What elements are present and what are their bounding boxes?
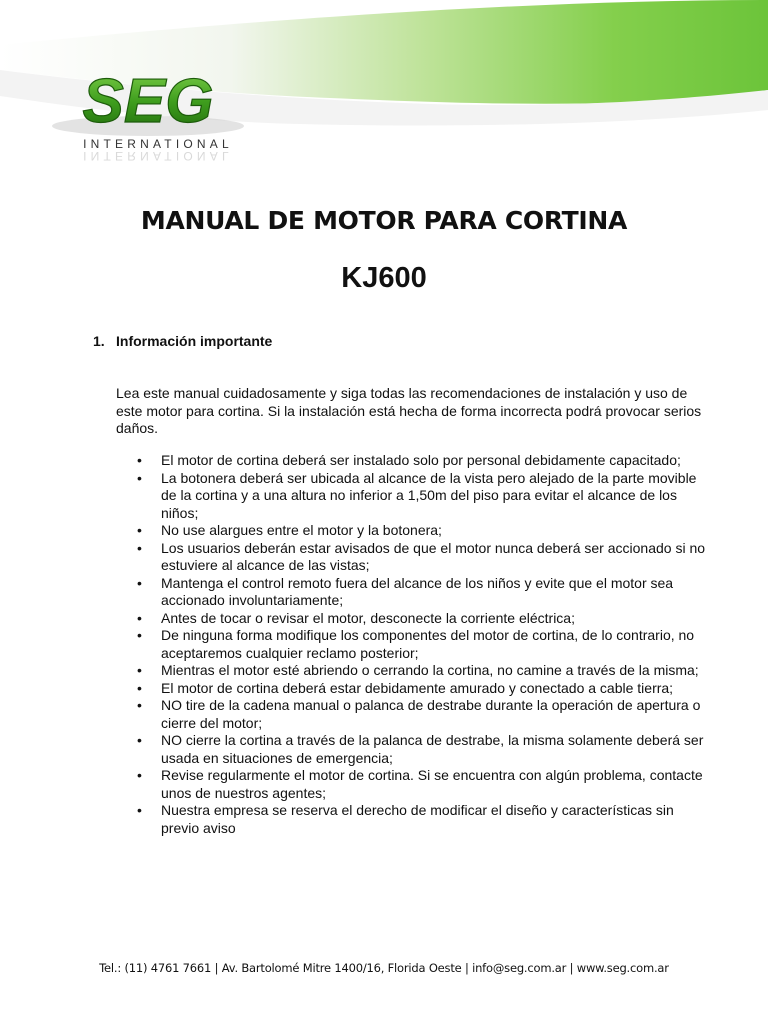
safety-bullet-list — [116, 452, 714, 837]
section-number: 1. — [93, 333, 105, 349]
bullet-item: • La botonera deberá ser ubicada al alcance de la vista pero alejado de la parte movible de la cortina y a una altura no inferior a 1,50m del piso para evitar el alcance de los niños; — [116, 470, 714, 523]
bullet-item: • NO tire de la cadena manual o palanca de destrabe durante la operación de apertura o cierre del motor; — [116, 697, 714, 732]
bullet-item: • Mantenga el control remoto fuera del alcance de los niños y evite que el motor sea accionado involuntariamente; — [116, 575, 714, 610]
bullet-item: • El motor de cortina deberá estar debidamente amurado y conectado a cable tierra; — [116, 680, 714, 698]
bullet-item: • No use alargues entre el motor y la botonera; — [116, 522, 714, 540]
document-title: MANUAL DE MOTOR PARA CORTINA — [140, 206, 628, 235]
bullet-item: • NO cierre la cortina a través de la palanca de destrabe, la misma solamente deberá ser usada en situaciones de emergencia; — [116, 732, 714, 767]
bullet-item: • Revise regularmente el motor de cortina. Si se encuentra con algún problema, contacte unos de nuestros agentes; — [116, 767, 714, 802]
logo-tagline-text: INTERNATIONAL — [83, 137, 233, 151]
section-heading — [93, 333, 272, 349]
seg-international-logo — [48, 66, 248, 176]
bullet-item: • De ninguna forma modifique los componentes del motor de cortina, de lo contrario, no aceptaremos cualquier reclamo posterior; — [116, 627, 714, 662]
bullet-item: • Nuestra empresa se reserva el derecho de modificar el diseño y características sin previo aviso — [116, 802, 714, 837]
section-title: Información importante — [116, 333, 273, 349]
footer-contact: Tel.: (11) 4761 7661 | Av. Bartolomé Mitre 1400/16, Florida Oeste | info@seg.com.ar | www.seg.com.ar — [99, 961, 669, 975]
model-number: KJ600 — [341, 262, 427, 294]
logo-tagline-reflection: INTERNATIONAL — [83, 149, 233, 163]
bullet-item: • El motor de cortina deberá ser instalado solo por personal debidamente capacitado; — [116, 452, 714, 470]
bullet-item: • Mientras el motor esté abriendo o cerrando la cortina, no camine a través de la misma; — [116, 662, 714, 680]
logo-brand-text: SEG — [82, 67, 214, 136]
bullet-item: • Antes de tocar o revisar el motor, desconecte la corriente eléctrica; — [116, 610, 714, 628]
bullet-item: • Los usuarios deberán estar avisados de que el motor nunca deberá ser accionado si no estuviere al alcance de las vistas; — [116, 540, 714, 575]
intro-paragraph: Lea este manual cuidadosamente y siga todas las recomendaciones de instalación y uso de este motor para cortina. Si la instalación está hecha de forma incorrecta podrá provocar serios daños. — [116, 385, 702, 436]
